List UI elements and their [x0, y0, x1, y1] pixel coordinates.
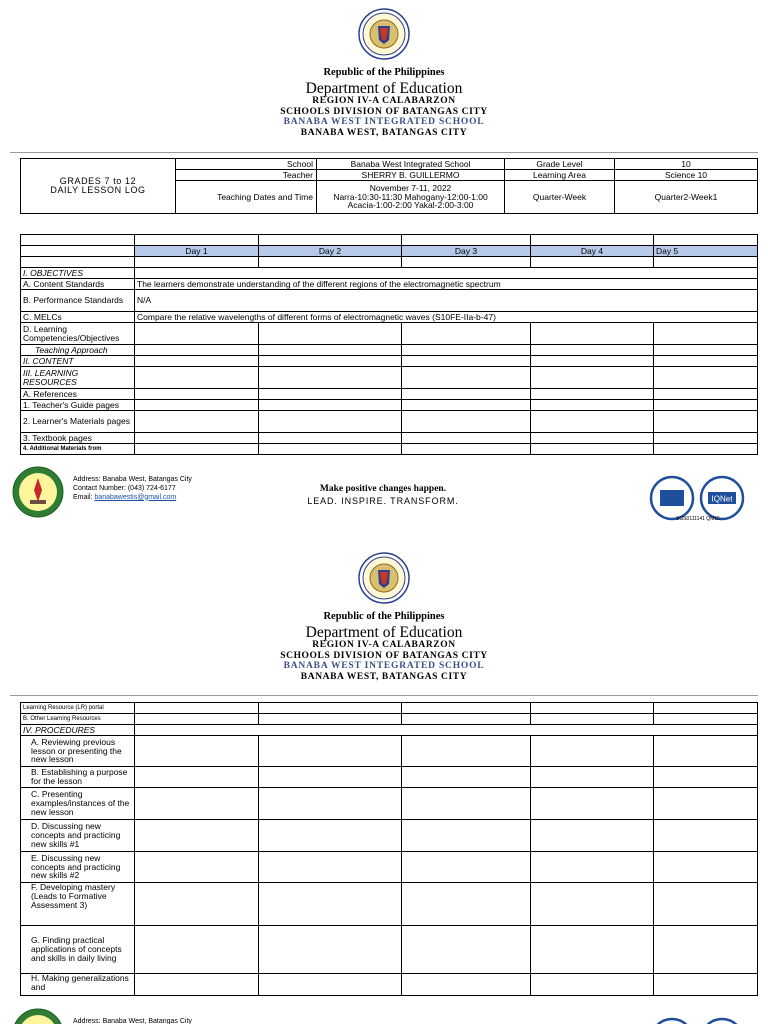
melcs-value: Compare the relative wavelengths of different forms of electromagnetic waves (S10FE-IIa-b-47): [135, 312, 758, 323]
procedures-label: IV. PROCEDURES: [21, 725, 135, 736]
table-row: [21, 257, 758, 268]
table-row: [21, 411, 758, 433]
dates-line: Acacia-1:00-2:00 Yakal-2:00-3:00: [347, 200, 474, 211]
lr-portal-label: Learning Resource (LR) portal: [21, 703, 135, 714]
dates-label: Teaching Dates and Time: [176, 181, 317, 214]
performance-standards-label: B. Performance Standards: [21, 290, 135, 312]
content-standards-value: The learners demonstrate understanding of the different regions of the electromagnetic spectrum: [135, 279, 758, 290]
table-row: [21, 356, 758, 367]
table-row: [21, 235, 758, 246]
table-row: [21, 767, 758, 788]
performance-standards-value: N/A: [135, 290, 758, 312]
area-value: Science 10: [615, 170, 758, 181]
learners-materials-label: 2. Learner's Materials pages: [21, 411, 135, 433]
table-row: [21, 444, 758, 455]
table-row: [21, 736, 758, 767]
day-header: Day 4: [531, 246, 654, 257]
motto-line1: Make positive changes happen.: [319, 484, 447, 494]
division-text: SCHOOLS DIVISION OF BATANGAS CITY: [280, 106, 488, 117]
footer-motto: [230, 484, 536, 506]
school-label: School: [176, 159, 317, 170]
table-row: [21, 312, 758, 323]
address-text: Address: Banaba West, Batangas City: [73, 1018, 192, 1024]
grade-value: 10: [615, 159, 758, 170]
teachers-guide-label: 1. Teacher's Guide pages: [21, 400, 135, 411]
competencies-label: D. Learning Competencies/Objectives: [21, 323, 135, 345]
proc-a-label: A. Reviewing previous lesson or presenting the new lesson: [21, 736, 135, 767]
table-row: [21, 400, 758, 411]
footer-address: [73, 476, 192, 502]
table-row: [21, 367, 758, 389]
cert-badge-text: IQNet: [711, 494, 733, 504]
header-rule: [10, 695, 758, 696]
day-header: Day 5: [654, 246, 758, 257]
table-row: [21, 290, 758, 312]
learning-resources-label: III. LEARNING RESOURCES: [21, 367, 135, 389]
proc-f-label: F. Developing mastery (Leads to Formative Assessment 3): [21, 883, 135, 926]
address-text: Address: Banaba West, Batangas City: [73, 476, 192, 483]
table-row: [21, 323, 758, 345]
teacher-value: SHERRY B. GUILLERMO: [317, 170, 505, 181]
letterhead-2: [0, 552, 768, 682]
proc-g-label: G. Finding practical applications of concepts and skills in daily living: [21, 926, 135, 974]
region-text: REGION IV-A CALABARZON: [312, 96, 456, 106]
table-row: [21, 268, 758, 279]
cert-code: SGS0111141 QM15: [676, 516, 720, 522]
dates-line: November 7-11, 2022: [369, 182, 452, 193]
header-rule: [10, 152, 758, 153]
division-text: SCHOOLS DIVISION OF BATANGAS CITY: [280, 650, 488, 661]
table-row: [21, 974, 758, 996]
dll-table-page1: [20, 234, 758, 455]
day-header: Day 3: [402, 246, 531, 257]
references-label: A. References: [21, 389, 135, 400]
region-text: REGION IV-A CALABARZON: [312, 640, 456, 650]
day-header: Day 2: [259, 246, 402, 257]
school-location-text: BANABA WEST, BATANGAS CITY: [300, 127, 468, 138]
table-row: [21, 345, 758, 356]
table-row: [21, 788, 758, 820]
footer-2: [0, 1008, 768, 1024]
footer-address: [73, 1018, 192, 1024]
email-label: Email:: [73, 493, 93, 501]
content-standards-label: A. Content Standards: [21, 279, 135, 290]
log-title: DAILY LESSON LOG: [50, 185, 146, 195]
deped-seal-icon: [358, 552, 410, 604]
day-header: Day 1: [135, 246, 259, 257]
certification-logos-icon: [648, 1016, 748, 1024]
table-row: [21, 926, 758, 974]
table-row: [21, 389, 758, 400]
department-text: Department of Education: [305, 79, 463, 97]
info-table: [20, 158, 758, 214]
objectives-label: I. OBJECTIVES: [21, 268, 135, 279]
proc-b-label: B. Establishing a purpose for the lesson: [21, 767, 135, 788]
school-logo-icon: [12, 1008, 64, 1024]
proc-e-label: E. Discussing new concepts and practicing new skills #2: [21, 852, 135, 883]
dates-line: Narra-10:30-11:30 Mahogany-12:00-1:00: [333, 191, 488, 202]
deped-seal-icon: [358, 8, 410, 60]
melcs-label: C. MELCs: [21, 312, 135, 323]
content-label: II. CONTENT: [21, 356, 135, 367]
teacher-label: Teacher: [176, 170, 317, 181]
email-link[interactable]: banabawestis@gmail.com: [94, 493, 177, 501]
table-row: [21, 725, 758, 736]
table-row: [21, 279, 758, 290]
dates-value: [317, 181, 505, 214]
table-row: [21, 714, 758, 725]
school-name-text: BANABA WEST INTEGRATED SCHOOL: [283, 661, 485, 671]
grades-title: GRADES 7 to 12: [59, 175, 137, 186]
dll-table-page2: [20, 702, 758, 996]
proc-h-label: H. Making generalizations and: [21, 974, 135, 996]
footer-1: [0, 466, 768, 546]
table-row: [21, 883, 758, 926]
textbook-label: 3. Textbook pages: [21, 433, 135, 444]
quarter-label: Quarter-Week: [505, 181, 615, 214]
other-resources-label: B. Other Learning Resources: [21, 714, 135, 725]
quarter-value: Quarter2-Week1: [615, 181, 758, 214]
day-header-row: [21, 246, 758, 257]
table-row: [21, 820, 758, 852]
table-row: [21, 703, 758, 714]
area-label: Learning Area: [505, 170, 615, 181]
email-line: [73, 494, 192, 503]
table-row: [21, 852, 758, 883]
log-title-cell: [21, 159, 176, 214]
school-name-text: BANABA WEST INTEGRATED SCHOOL: [283, 117, 485, 127]
grade-label: Grade Level: [505, 159, 615, 170]
department-text: Department of Education: [305, 623, 463, 641]
teaching-approach-label: Teaching Approach: [21, 345, 135, 356]
school-value: Banaba West Integrated School: [317, 159, 505, 170]
proc-d-label: D. Discussing new concepts and practicing new skills #1: [21, 820, 135, 852]
republic-text: Republic of the Philippines: [323, 67, 445, 78]
school-logo-icon: [12, 466, 64, 518]
motto-line2: LEAD. INSPIRE. TRANSFORM.: [307, 496, 459, 506]
proc-c-label: C. Presenting examples/instances of the new lesson: [21, 788, 135, 820]
republic-text: Republic of the Philippines: [323, 611, 445, 622]
table-row: [21, 433, 758, 444]
school-location-text: BANABA WEST, BATANGAS CITY: [300, 671, 468, 682]
contact-text: Contact Number: (043) 724-6177: [73, 484, 176, 492]
additional-materials-label: 4. Additional Materials from: [21, 444, 135, 455]
letterhead-1: [0, 8, 768, 138]
